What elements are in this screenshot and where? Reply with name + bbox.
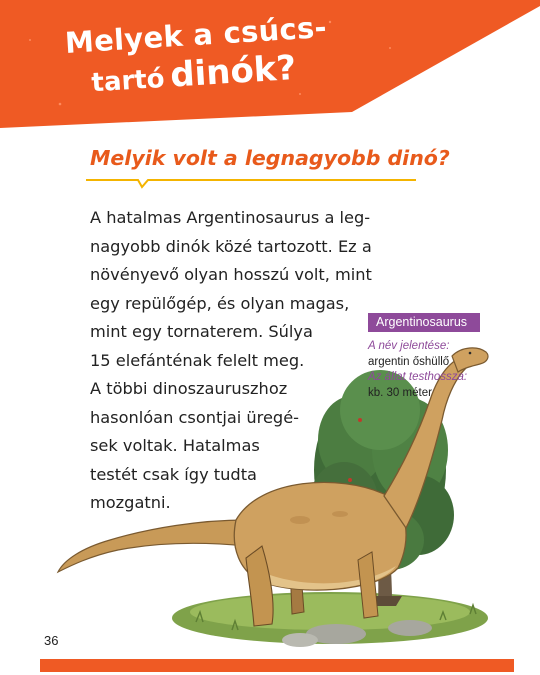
body-line: mint egy tornaterem. Súlya bbox=[90, 322, 313, 341]
page-number: 36 bbox=[44, 633, 59, 648]
length-value: kb. 30 méter bbox=[368, 386, 432, 399]
title-line-1: Melyek a csúcs- bbox=[64, 9, 328, 60]
name-meaning-value: argentin őshüllő bbox=[368, 355, 450, 368]
title-line-2-small: tartó bbox=[90, 63, 166, 99]
body-line: egy repülőgép, és olyan magas, bbox=[90, 293, 350, 313]
body-line: sek voltak. Hatalmas bbox=[90, 436, 260, 455]
bottom-bar bbox=[40, 659, 514, 672]
body-line: 15 elefánténak felelt meg. bbox=[90, 350, 305, 370]
body-line: testét csak így tudta bbox=[90, 464, 257, 484]
title-line-2-big: dinók? bbox=[169, 47, 298, 96]
body-line: növényevő olyan hosszú volt, mint bbox=[90, 265, 372, 284]
length-label: Az állat testhossza: bbox=[368, 371, 468, 383]
body-line: nagyobb dinók közé tartozott. Ez a bbox=[90, 236, 372, 256]
body-line: A többi dinoszauruszhoz bbox=[90, 379, 288, 398]
section-heading: Melyik volt a legnagyobb dinó? bbox=[90, 146, 450, 170]
name-meaning-label: A név jelentése: bbox=[368, 340, 450, 352]
body-line: hasonlóan csontjai üregé- bbox=[90, 407, 299, 427]
body-line: A hatalmas Argentinosaurus a leg- bbox=[90, 208, 371, 227]
info-box-title: Argentinosaurus bbox=[368, 313, 480, 332]
body-line: mozgatni. bbox=[90, 493, 171, 512]
info-box bbox=[368, 313, 480, 401]
